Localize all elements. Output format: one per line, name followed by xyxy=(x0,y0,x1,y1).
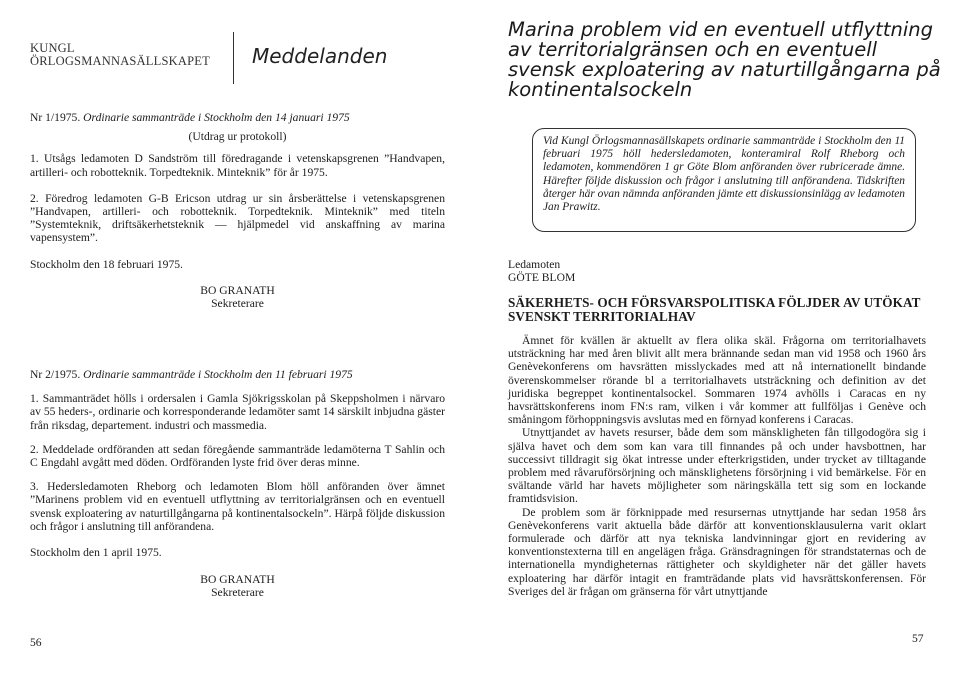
right-page xyxy=(480,0,960,684)
section-1-number: Nr 1/1975. xyxy=(30,111,81,124)
section-2-signer: BO GRANATH xyxy=(200,573,275,587)
article-title: Marina problem vid en eventuell utflyttning av territorialgränsen och en eventuell svensk exploatering av naturtillgångarna på kontinentalsockeln xyxy=(508,18,941,101)
section-heading-line-2: SVENSKT TERRITORIALHAV xyxy=(508,308,696,324)
page-number-right: 57 xyxy=(912,632,924,645)
section-heading-line-1: SÄKERHETS- OCH FÖRSVARSPOLITISKA FÖLJDER AV UTÖKAT xyxy=(508,295,921,310)
section-2-title: Ordinarie sammanträde i Stockholm den 11 februari 1975 xyxy=(83,368,353,381)
author-name: GÖTE BLOM xyxy=(508,271,576,285)
section-2-role: Sekreterare xyxy=(211,586,264,600)
section-1-heading xyxy=(30,111,445,124)
section-1-title: Ordinarie sammanträde i Stockholm den 14 januari 1975 xyxy=(83,111,350,124)
body-paragraph-3: De problem som är förknippade med resursernas utnyttjande har sedan 1958 års Genèvekonferens varit aktuella både därför att konventionsklausulerna varit oklart formulerade och därför att nya tekniska landvinningar gjort en revidering av konventionstexterna till en angelägen fråga. Gränsdragningen för strandstaternas och de internationella myndigheternas rättigheter och skyldigheter när det gäller havets exploatering har därför intagit en framträdande plats vid havsrättskonferensen. För Sveriges del är frågan om gränserna för vårt utnyttjande xyxy=(508,505,926,598)
section-1-role: Sekreterare xyxy=(211,297,264,311)
author-role: Ledamoten xyxy=(508,258,561,271)
section-2-heading xyxy=(30,368,445,381)
section-1-signer: BO GRANATH xyxy=(200,283,275,297)
intro-box xyxy=(532,128,916,232)
section-1 xyxy=(30,111,445,310)
section-2-number: Nr 2/1975. xyxy=(30,368,81,381)
intro-text: Vid Kungl Örlogsmannasällskapets ordinarie sammanträde i Stockholm den 11 februari 1975 höll hedersledamoten, konteramiral Rolf Rheborg och ledamoten, kommendören 1 gr Göte Blom anföranden över rubricerade ämne. Härefter följde diskussion och frågor i anslutning till anförandena. Tidskriften återger här ovan nämnda anföranden jämte ett diskussionsinlägg av ledamoten Jan Prawitz. xyxy=(543,135,905,214)
masthead-title: Meddelanden xyxy=(252,44,388,68)
section-1-item-2: 2. Föredrog ledamoten G-B Ericson utdrag ur sin årsberättelse i vetenskapsgrenen ”Handvapen, artilleri- och robotteknik. Torpedteknik. Minteknik” med titeln ”Systemteknik, driftsäkerhetsteknik — hjälpmedel vid anskaffning av marina vapensystem”. xyxy=(30,191,445,245)
section-2-item-3: 3. Hedersledamoten Rheborg och ledamoten Blom höll anföranden över ämnet ”Marinens problem vid en eventuell utflyttning av territorialgränsen och en eventuell svensk exploatering av naturtillgångarna på kontinentalsockeln”. Härpå följde diskussion och frågor i anslutning till anförandena. xyxy=(30,480,445,533)
section-2-item-2: 2. Meddelade ordföranden att sedan föregående sammanträde ledamöterna T Sahlin och C Engdahl avgått med döden. Ordföranden lyste frid över deras minne. xyxy=(30,442,445,470)
article-body xyxy=(508,334,926,598)
section-2 xyxy=(30,368,445,600)
masthead-divider xyxy=(233,32,234,84)
society-name-line2: ÖRLOGSMANNASÄLLSKAPET xyxy=(30,54,210,68)
page-number-left: 56 xyxy=(30,636,42,649)
section-1-place-date: Stockholm den 18 februari 1975. xyxy=(30,257,183,271)
body-paragraph-1: Ämnet för kvällen är aktuellt av flera olika skäl. Frågorna om territorialhavets utsträckning har med åren blivit allt mera brännande sedan man vid 1958 och 1960 års Genèvekonferens om havsrätten misslyckades med att nå internationellt bindande överenskommelser rörande bl a territorialhavets utsträckning och definition av det juridiska begreppet kontinentalsockel. Sommaren 1974 avhölls i Caracas en ny havsrättskonferens inom FN:s ram, vilken i vår kommer att fullföljas i Genève och småningom förhoppningsvis avslutas med en förnyad konferens i Caracas. xyxy=(508,334,926,427)
section-1-subtitle: (Utdrag ur protokoll) xyxy=(188,130,287,144)
section-heading xyxy=(508,296,928,323)
society-name xyxy=(30,42,210,68)
section-2-item-1: 1. Sammanträdet hölls i ordersalen i Gamla Sjökrigsskolan på Skeppsholmen i närvaro av 55 heders-, ordinarie och korresponderande ledamöter samt 14 särskilt inbjudna gäster från riksdag, departement. industri och massmedia. xyxy=(30,392,445,432)
society-name-line1: KUNGL xyxy=(30,41,75,55)
section-1-item-1: 1. Utsågs ledamoten D Sandström till föredragande i vetenskapsgrenen ”Handvapen, artilleri- och robotteknik. Torpedteknik. Minteknik” för år 1975. xyxy=(30,152,445,179)
author-block xyxy=(508,258,575,284)
body-paragraph-2: Utnyttjandet av havets resurser, både dem som mänskligheten fån tillgodogöra sig i själva havet och dem som kan vara till finnandes på och under havsbottnen, har successivt tilldragit sig ökat intresse under efterkrigstiden, under trycket av tilltagande problem med råvaruförsörjning och mänsklighetens försörjning i vid bemärkelse. För en svältande värld har havets möjligheter som näringskälla tett sig som en lockande framtidsvision. xyxy=(508,426,926,506)
section-2-place-date: Stockholm den 1 april 1975. xyxy=(30,546,162,560)
